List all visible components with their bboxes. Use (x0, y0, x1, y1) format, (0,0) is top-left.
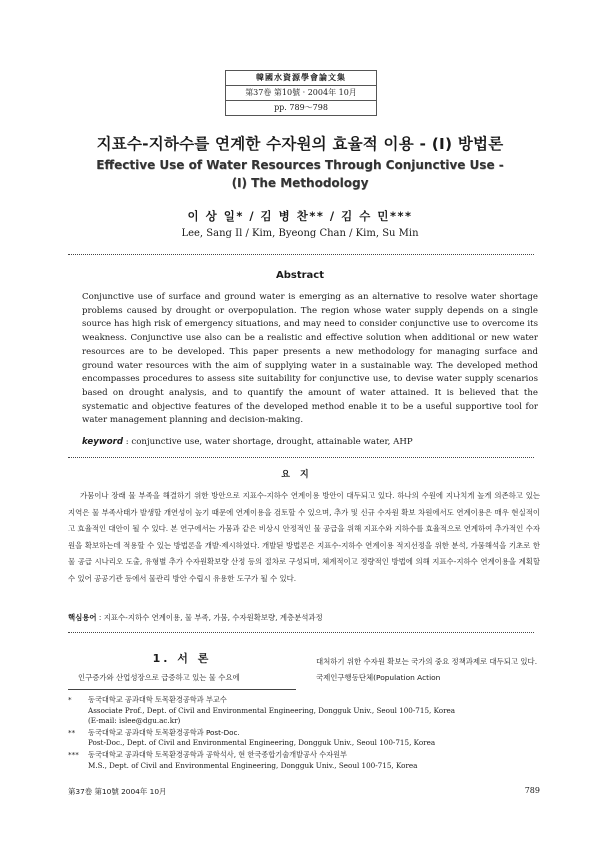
title-english (60, 156, 540, 192)
journal-volume: 第37卷 第10號 · 2004年 10月 (226, 86, 376, 101)
section-heading-intro: 1. 서 론 (152, 652, 212, 665)
journal-header-box (225, 70, 377, 116)
keyword-label-korean: 핵심용어 (68, 613, 97, 622)
intro-right-column: 대처하기 위한 수자원 확보는 국가의 중요 정책과제로 대두되고 있다. 국제인구행동단체(Population Action (316, 657, 538, 682)
authors-english: Lee, Sang Il / Kim, Byeong Chan / Kim, Su Min (181, 228, 419, 239)
keyword-list-korean: : 지표수-지하수 연계이용, 물 부족, 가뭄, 수자원확보량, 계층분석과정 (96, 613, 323, 622)
footnote-english: Post-Doc., Dept. of Civil and Environmental Engineering, Dongguk Univ., Seoul 100-715, Korea (88, 738, 436, 748)
title-korean: 지표수-지하수를 연계한 수자원의 효율적 이용 - (Ⅰ) 방법론 (96, 135, 504, 153)
journal-pages: pp. 789～798 (274, 103, 328, 112)
footnote-email: (E-mail: islee@dgu.ac.kr) (88, 716, 181, 726)
divider-top (68, 254, 534, 255)
abstract-body: Conjunctive use of surface and ground water is emerging as an alternative to resolve water shortage problems caused by drought or overpopulation. The region whose water supply depends on a single source has high risk of emergency situations, and may need to consider conjunctive use to overcome its weakness. Conjunctive use also can be a realistic and effective solution when additional or new water resources are to be developed. This paper presents a new methodology for managing surface and ground water resources with the aim of supplying water in a sustainable way. The developed method encompasses procedures to assess site suitability for conjunctive use, to devise water supply scenarios based on drought analysis, and to quantify the amount of water attained. It is believed that the systematic and objective features of the developed method enable it to be a useful supportive tool for water management planning and decision-making. (82, 292, 538, 426)
footnote-english: Associate Prof., Dept. of Civil and Environmental Engineering, Dongguk Univ., Seoul 100-715, Korea (88, 705, 456, 715)
keyword-list: : conjunctive use, water shortage, drought, attainable water, AHP (123, 437, 413, 447)
summary-body: 가뭄이나 장래 물 부족을 해결하기 위한 방안으로 지표수-지하수 연계이용 방안이 대두되고 있다. 하나의 수원에 지나치게 높게 의존하고 있는 지역은 물 부족사태가 발생할 개연성이 높기 때문에 연계이용을 검토할 수 있으며, 추가 및 신규 수자원 확보 차원에서도 연계이용은 매우 현실적이고 효율적인 대안이 될 수 있다. 본 연구에서는 가뭄과 같은 비상시 안정적인 물 공급을 위해 지표수와 지하수를 효율적으로 연계하여 추가적인 수자원을 확보하는데 적용할 수 있는 방법론을 개발·제시하였다. 개발된 방법론은 지표수-지하수 연계이용 적지선정을 위한 분석, 가뭄해석을 기초로 한 물 공급 시나리오 도출, 유형별 추가 수자원확보량 산정 등의 절차로 구성되며, 체계적이고 정량적인 방법에 의해 지표수-지하수 연계이용을 계획할 수 있어 공공기관 등에서 물관리 방안 수립시 유용한 도구가 될 수 있다. (68, 491, 540, 583)
title-english-line-2: (I) The Methodology (231, 176, 369, 190)
page-number: 789 (524, 786, 540, 795)
intro-left-column: 인구증가와 산업성장으로 급증하고 있는 물 수요에 (78, 673, 240, 682)
keywords-korean (68, 612, 540, 623)
keywords-english (82, 436, 538, 449)
footnotes (68, 695, 548, 772)
footnote (68, 750, 548, 771)
authors-korean: 이 상 일* / 김 병 찬** / 김 수 민*** (187, 209, 413, 223)
abstract-heading: Abstract (275, 270, 325, 281)
footnote-english: M.S., Dept. of Civil and Environmental Engineering, Dongguk Univ., Seoul 100-715, Korea (88, 760, 418, 770)
footnote-rule (68, 689, 296, 690)
footnote-mark: ** (68, 727, 76, 737)
divider-abstract (68, 457, 534, 458)
footer-issue: 第37卷 第10號 2004年 10月 (68, 787, 167, 796)
divider-summary (68, 632, 534, 633)
footnote-mark: *** (68, 749, 79, 759)
footnote-korean: 동국대학교 공과대학 토목환경공학과 Post-Doc. (88, 727, 240, 737)
footnote (68, 695, 548, 727)
summary-heading: 요지 (281, 470, 319, 480)
footnote-korean: 동국대학교 공과대학 토목환경공학과 공학석사, 현 한국종합기술개발공사 수자원부 (88, 749, 348, 759)
keyword-label: keyword (82, 437, 124, 447)
title-english-line-1: Effective Use of Water Resources Through Conjunctive Use - (96, 158, 504, 172)
journal-name: 韓國水資源學會論文集 (226, 71, 376, 86)
footnote-korean: 동국대학교 공과대학 토목환경공학과 부교수 (88, 695, 227, 704)
footnote (68, 728, 548, 749)
footnote-mark: * (68, 695, 72, 704)
